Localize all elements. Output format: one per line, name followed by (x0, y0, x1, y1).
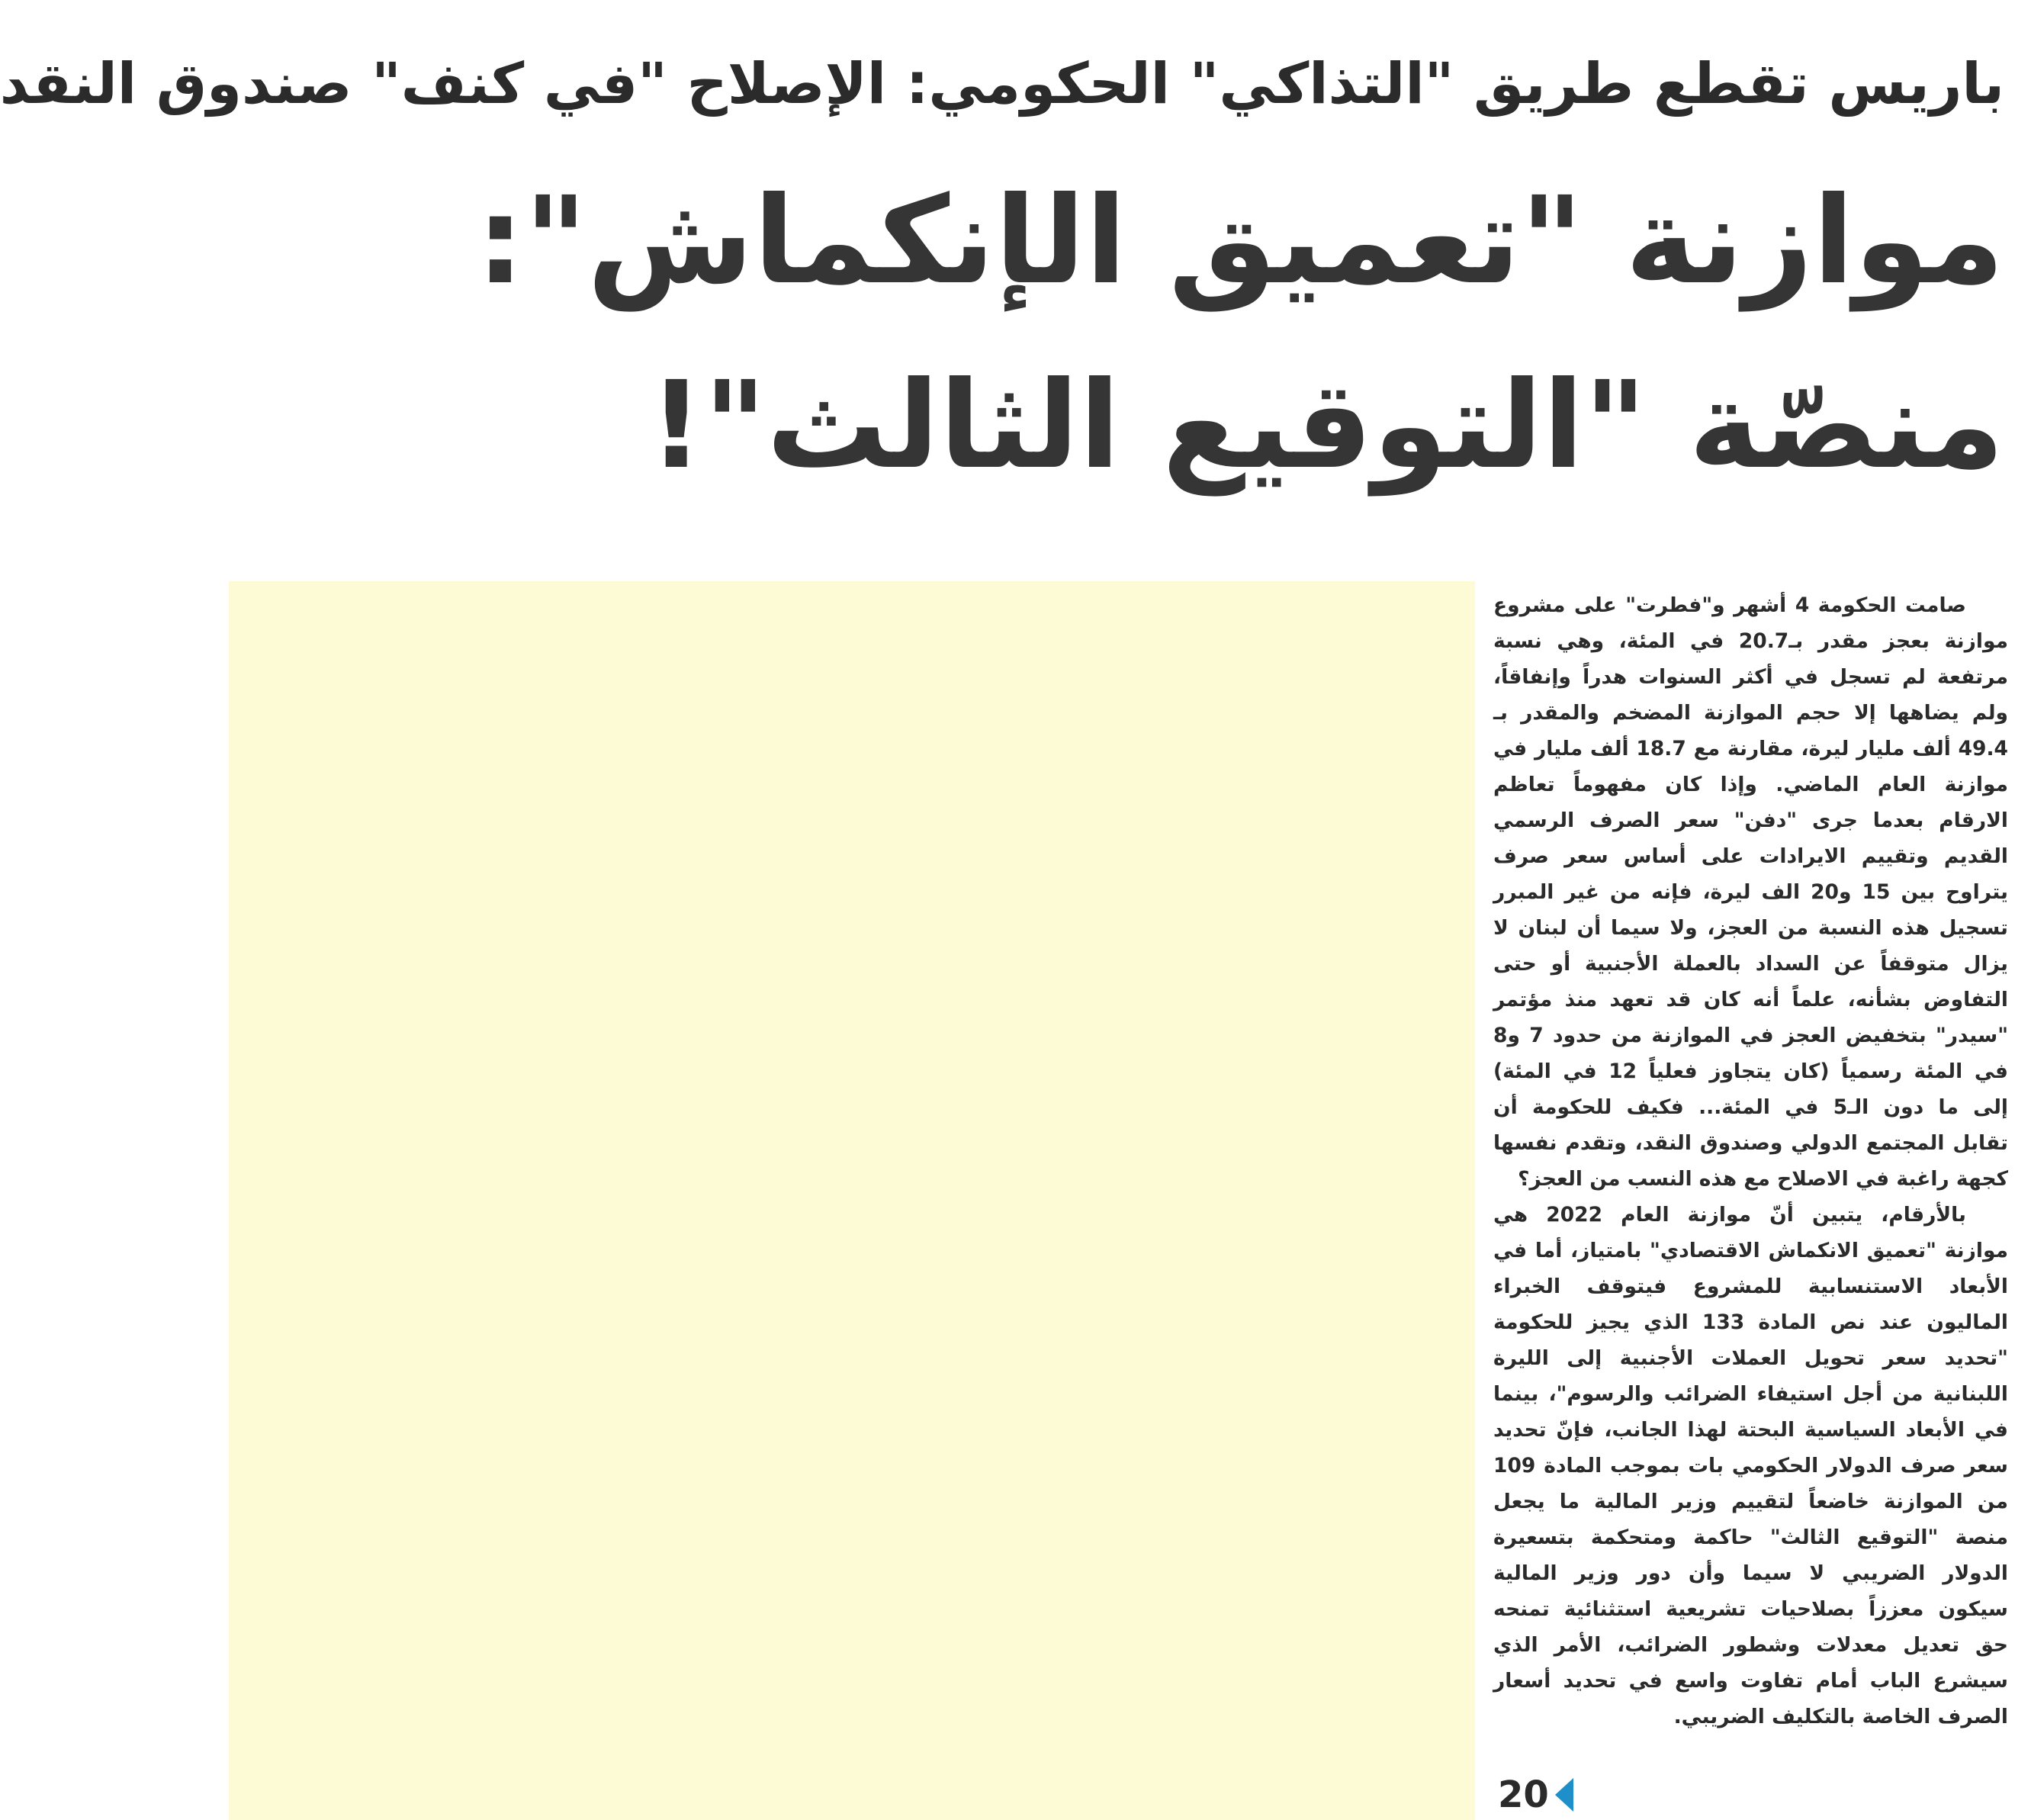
headline-line-1: موازنة "تعميق الإنكماش": (476, 171, 2004, 311)
headline-line-2: منصّة "التوقيع الثالث"! (648, 355, 2004, 496)
page-number (1498, 1773, 1573, 1816)
article-paragraph-2: بالأرقام، يتبين أنّ موازنة العام 2022 هي موازنة "تعميق الانكماش الاقتصادي" بامتياز، أما في الأبعاد الاستنسابية للمشروع فيتوقف الخبراء الماليون عند نص المادة 133 الذي يجيز للحكومة "تحديد سعر تحويل العملات الأجنبية إلى الليرة اللبنانية من أجل استيفاء الضرائب والرسوم"، بينما في الأبعاد السياسية البحتة لهذا الجانب، فإنّ تحديد سعر صرف الدولار الحكومي بات بموجب المادة 109 من الموازنة خاضعاً لتقييم وزير المالية ما يجعل منصة "التوقيع الثالث" حاكمة ومتحكمة بتسعيرة الدولار الضريبي لا سيما وأن دور وزير المالية سيكون معززاً بصلاحيات تشريعية استثنائية تمنحه حق تعديل معدلات وشطور الضرائب، الأمر الذي سيشرع الباب أمام تفاوت واسع في تحديد أسعار الصرف الخاصة بالتكليف الضريبي. (1493, 1203, 2008, 1728)
image-placeholder (229, 581, 1475, 1820)
article-kicker: باريس تقطع طريق "التذاكي" الحكومي: الإصلاح "في كنف" صندوق النقد (0, 51, 2004, 117)
article-body (1493, 587, 2008, 1735)
article-paragraph-1: صامت الحكومة 4 أشهر و"فطرت" على مشروع موازنة بعجز مقدر بـ20.7 في المئة، وهي نسبة مرتفعة لم تسجل في أكثر السنوات هدراً وإنفاقاً، ولم يضاهها إلا حجم الموازنة المضخم والمقدر بـ 49.4 ألف مليار ليرة، مقارنة مع 18.7 ألف مليار في موازنة العام الماضي. وإذا كان مفهوماً تعاظم الارقام بعدما جرى "دفن" سعر الصرف الرسمي القديم وتقييم الايرادات على أساس سعر صرف يتراوح بين 15 و20 الف ليرة، فإنه من غير المبرر تسجيل هذه النسبة من العجز، ولا سيما أن لبنان لا يزال متوقفاً عن السداد بالعملة الأجنبية أو حتى التفاوض بشأنه، علماً أنه كان قد تعهد منذ مؤتمر "سيدر" بتخفيض العجز في الموازنة من حدود 7 و8 في المئة رسمياً (كان يتجاوز فعلياً 12 في المئة) إلى ما دون الـ5 في المئة... فكيف للحكومة أن تقابل المجتمع الدولي وصندوق النقد، وتقدم نفسها كجهة راغبة في الاصلاح مع هذه النسب من العجز؟ (1493, 593, 2008, 1191)
page-number-text: 20 (1498, 1773, 1549, 1816)
article-headline (227, 149, 2004, 518)
page-marker-icon (1555, 1778, 1573, 1812)
